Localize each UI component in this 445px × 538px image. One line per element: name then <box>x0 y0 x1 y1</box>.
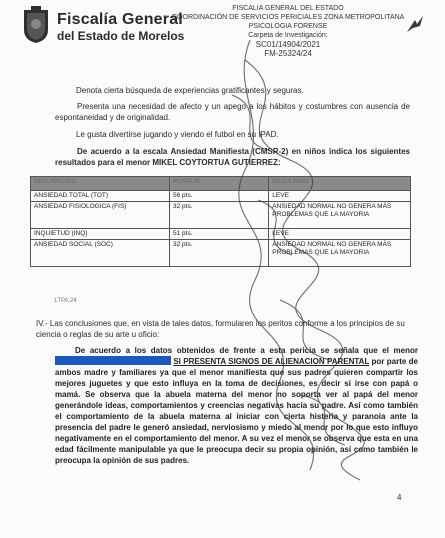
section-iv-heading: IV.- Las conclusiones que, en vista de tales datos, formularen los peritos conforme a los principios de su ciencia o reglas de su arte u oficio: <box>36 319 405 339</box>
paragraph-1: Denota cierta búsqueda de experiencias gratificantes y seguras. <box>76 86 304 95</box>
header-line: PSICOLOGIA FORENSE <box>248 23 328 30</box>
table-cell: LEVE <box>269 229 411 240</box>
column-header: DESCRIPCIÓN <box>31 177 170 191</box>
faint-stamp: 1TPA 24 <box>54 298 77 304</box>
case-header <box>172 4 404 58</box>
anxiety-results-table <box>30 176 411 267</box>
paragraph-2: Presenta una necesidad de afecto y un apego a los hábitos y costumbres con ausencia de espontaneidad y de originalidad. <box>55 102 410 122</box>
table-row <box>31 229 411 240</box>
paragraph-3: Le gusta divertirse jugando y viendo el futbol en su IPAD. <box>76 130 279 139</box>
header-line: FISCALIA GENERAL DEL ESTADO <box>232 5 344 12</box>
table-cell: 56 pts. <box>170 191 269 202</box>
table-cell: ANSIEDAD NORMAL NO GENERA MÁS PROBLEMAS QUE LA MAYORIA <box>269 240 411 267</box>
conclusion-body: por parte de ambos madre y familiares ya que el menor manifiesta que sus padres quieren compartir los mejores juguetes y que esto influya en la toma de decisiones, es decir si irse con papá o mamá. Se observa que la abuela materna del menor no soporta ver al papá del menor generándole ideas, comportamientos y creencias negativas hacia su padre. Así como también el comportamiento de la abuela materna al iniciar con cierta histeria y paranoia ante la presencia del padre le generó ansiedad, nerviosismo y miedo al menor por lo que esto influyo negativamente en el comportamiento del menor. A su vez el menor se observa que esta en una edad fácilmente manipulable ya que le preocupa decir su propia opinión, así como también le preocupa la opinión de sus padres. <box>55 357 418 465</box>
table-row <box>31 191 411 202</box>
column-header: RESULTADO <box>269 177 411 191</box>
table-cell: ANSIEDAD TOTAL (TOT) <box>31 191 170 202</box>
column-header: PUNTAJE <box>170 177 269 191</box>
table-header-row <box>31 177 411 191</box>
folio-number: FM-25324/24 <box>264 49 312 58</box>
bird-emblem-icon <box>405 14 425 36</box>
table-cell: 51 pts. <box>170 229 269 240</box>
conclusion-lead: De acuerdo a los datos obtenidos de frente a esta pericia se señala que el menor <box>75 346 418 355</box>
header-line: Carpeta de Investigación: <box>248 32 328 39</box>
org-name <box>57 11 184 43</box>
conclusion-finding: SI PRESENTA SIGNOS DE ALIENACION PARENTAL <box>173 357 370 366</box>
table-cell: ANSIEDAD SOCIAL (SOC) <box>31 240 170 267</box>
paragraph-4: De acuerdo a la escala Ansiedad Manifiesta (CMSR-2) en niños indica los siguientes resultados para el menor MIKEL COYTORTUA GUTIERREZ: <box>55 147 410 167</box>
header-line: COORDINACIÓN DE SERVICIOS PERICIALES ZONA METROPOLITANA <box>172 14 405 21</box>
table-cell: 32 pts. <box>170 202 269 229</box>
org-name-line2: del Estado de Morelos <box>57 29 185 43</box>
redacted-name-block <box>55 356 171 365</box>
table-cell: INQUIETUD (INQ) <box>31 229 170 240</box>
page-number: 4 <box>397 493 402 502</box>
table-row <box>31 202 411 229</box>
case-number: SC01/14904/2021 <box>255 40 321 49</box>
table-cell: ANSIEDAD FISIOLOGICA (FIS) <box>31 202 170 229</box>
table-row <box>31 240 411 267</box>
table-cell: LEVE <box>269 191 411 202</box>
conclusion-paragraph <box>55 345 418 466</box>
table-cell: 32 pts. <box>170 240 269 267</box>
org-name-line1: Fiscalía General <box>57 11 183 28</box>
fiscalia-shield-logo <box>22 6 50 44</box>
table-cell: ANSIEDAD NORMAL NO GENERA MÁS PROBLEMAS QUE LA MAYORIA <box>269 202 411 229</box>
